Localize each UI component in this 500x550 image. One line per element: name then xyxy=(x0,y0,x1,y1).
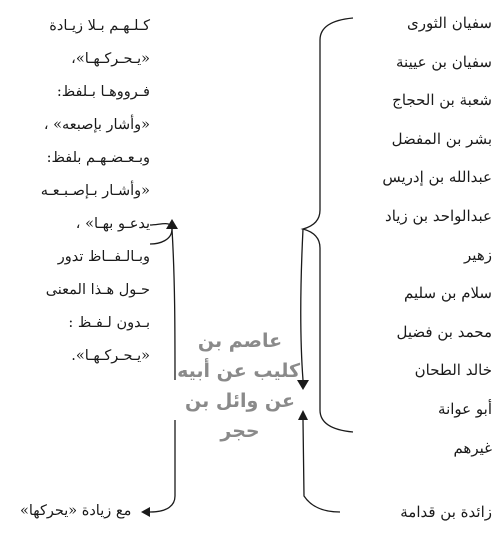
center-chain-line: عاصم بن xyxy=(197,330,283,352)
commentary-line: «وأشـار بـإصـبـعـه xyxy=(40,183,150,199)
narrator-item: أبو عوانة xyxy=(438,399,492,418)
narrators-list xyxy=(342,4,492,467)
center-chain-line: عن وائل بن xyxy=(185,390,295,412)
narrator-item: زهير xyxy=(464,245,492,264)
bottom-commentary: مع زيادة «يحركها» xyxy=(20,503,132,519)
narrator-item: بشر بن المفضل xyxy=(391,129,492,148)
arrow-center-to-left xyxy=(172,229,175,380)
narrator-item: سلام بن سليم xyxy=(404,284,492,303)
commentary-line: بـدون لـفـظ : xyxy=(68,315,150,331)
narrator-item: عبدالواحد بن زياد xyxy=(385,206,492,225)
arrow-bottom-right xyxy=(303,420,340,512)
narrator-item: سفيان بن عيينة xyxy=(396,52,492,71)
commentary-text xyxy=(20,10,150,373)
narrator-item: غيرهم xyxy=(453,438,492,457)
narrator-item: شعبة بن الحجاج xyxy=(392,91,492,110)
arrow-bottom-left xyxy=(150,420,175,512)
narrator-item: عبدالله بن إدريس xyxy=(382,168,492,187)
narrator-item: محمد بن فضيل xyxy=(396,322,492,341)
commentary-line: فـرووهـا بـلفظ: xyxy=(56,84,150,100)
arrow-right-to-center xyxy=(301,229,303,380)
commentary-line: «يـحـركـهـا»، xyxy=(71,51,150,67)
center-chain-line: حجر xyxy=(220,420,260,442)
commentary-line: «وأشار بإصبعه» ، xyxy=(43,117,150,133)
narrator-item: خالد الطحان xyxy=(414,361,492,380)
bottom-narrator: زائدة بن قدامة xyxy=(400,503,492,521)
commentary-line: وبـالـفــاظ تدور xyxy=(57,249,150,265)
commentary-line: يدعـو بهـا» ، xyxy=(75,216,150,232)
arrow-head-bottom-left xyxy=(141,507,150,517)
commentary-line: حـول هـذا المعنى xyxy=(45,282,150,298)
narrator-item: سفيان الثورى xyxy=(406,14,492,32)
center-chain xyxy=(177,326,300,446)
center-chain-line: كليب عن أبيه xyxy=(177,360,300,382)
commentary-line: كـلـهـم بـلا زيـادة xyxy=(49,18,150,34)
commentary-line: «يـحـركـهـا». xyxy=(71,348,150,364)
commentary-line: وبـعـضـهـم بلفظ: xyxy=(46,150,150,166)
